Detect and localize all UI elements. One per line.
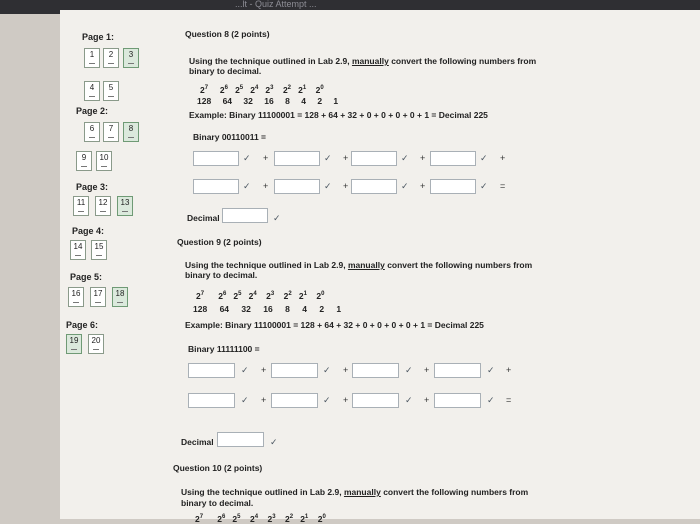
check-icon: ✓ bbox=[323, 395, 331, 405]
q10-powers-row: $2^7$ $2^6$ $2^5$ $2^4$ $2^3$ $2^2$ $2^1$ $2^0$ bbox=[195, 514, 326, 524]
nav-question-button[interactable]: 7 bbox=[103, 122, 119, 142]
check-icon: ✓ bbox=[405, 395, 413, 405]
q8-answer-input[interactable] bbox=[430, 179, 476, 194]
check-icon: ✓ bbox=[487, 395, 495, 405]
plus-sign: + bbox=[500, 153, 506, 163]
plus-sign: + bbox=[261, 395, 267, 405]
question-10-instructions-line2: binary to decimal. bbox=[181, 498, 254, 508]
plus-sign: + bbox=[420, 181, 426, 191]
nav-question-button[interactable]: 11 bbox=[73, 196, 89, 216]
q8-answer-input[interactable] bbox=[430, 151, 476, 166]
q9-answer-input[interactable] bbox=[188, 363, 235, 378]
equals-sign: = bbox=[500, 181, 506, 191]
q8-values-row: 128 64 32 16 8 4 2 1 bbox=[197, 96, 339, 106]
plus-sign: + bbox=[424, 395, 430, 405]
q8-answer-input[interactable] bbox=[274, 179, 320, 194]
nav-question-button[interactable]: 10 bbox=[96, 151, 112, 171]
check-icon: ✓ bbox=[405, 365, 413, 375]
q9-answer-input[interactable] bbox=[352, 393, 399, 408]
q8-binary-label: Binary 00110011 = bbox=[193, 132, 267, 142]
q9-binary-label: Binary 11111100 = bbox=[188, 344, 260, 354]
nav-question-button[interactable]: 4 bbox=[84, 81, 100, 101]
q9-example: Example: Binary 11100001 = 128 + 64 + 32 + 0 + 0 + 0 + 0 + 1 = Decimal 225 bbox=[185, 320, 484, 330]
nav-page-label: Page 1: bbox=[82, 32, 115, 42]
q9-answer-input[interactable] bbox=[271, 363, 318, 378]
question-10-title: Question 10 (2 points) bbox=[173, 463, 263, 473]
plus-sign: + bbox=[343, 153, 349, 163]
nav-question-button[interactable]: 1 bbox=[84, 48, 100, 68]
equals-sign: = bbox=[506, 395, 512, 405]
question-10-instructions: Using the technique outlined in Lab 2.9, manually convert the following numbers from bbox=[181, 487, 529, 497]
plus-sign: + bbox=[343, 181, 349, 191]
q9-answer-input[interactable] bbox=[434, 393, 481, 408]
question-9-instructions-line2: binary to decimal. bbox=[185, 270, 258, 280]
q9-answer-input[interactable] bbox=[271, 393, 318, 408]
q8-answer-input[interactable] bbox=[193, 151, 239, 166]
q9-answer-input[interactable] bbox=[352, 363, 399, 378]
nav-page-label: Page 6: bbox=[66, 320, 99, 330]
q9-decimal-input[interactable] bbox=[217, 432, 264, 447]
check-icon: ✓ bbox=[243, 153, 251, 163]
check-icon: ✓ bbox=[243, 181, 251, 191]
nav-question-button[interactable]: 14 bbox=[70, 240, 86, 260]
nav-question-button[interactable]: 15 bbox=[91, 240, 107, 260]
nav-question-button[interactable]: 2 bbox=[103, 48, 119, 68]
check-icon: ✓ bbox=[324, 181, 332, 191]
question-9-title: Question 9 (2 points) bbox=[177, 237, 262, 247]
q8-decimal-input[interactable] bbox=[222, 208, 268, 223]
nav-question-button[interactable]: 9 bbox=[76, 151, 92, 171]
plus-sign: + bbox=[261, 365, 267, 375]
q8-decimal-label: Decimal bbox=[187, 213, 220, 223]
q9-values-row: 128 64 32 16 8 4 2 1 bbox=[193, 304, 342, 314]
q9-decimal-label: Decimal bbox=[181, 437, 214, 447]
plus-sign: + bbox=[343, 395, 349, 405]
plus-sign: + bbox=[263, 181, 269, 191]
q9-powers-row: $2^7$ $2^6$ $2^5$ $2^4$ $2^3$ $2^2$ $2^1$ $2^0$ bbox=[196, 291, 325, 301]
q8-example: Example: Binary 11100001 = 128 + 64 + 32 + 0 + 0 + 0 + 0 + 1 = Decimal 225 bbox=[189, 110, 488, 120]
check-icon: ✓ bbox=[324, 153, 332, 163]
q9-answer-input[interactable] bbox=[188, 393, 235, 408]
nav-question-button[interactable]: 19 bbox=[66, 334, 82, 354]
question-8-instructions: Using the technique outlined in Lab 2.9, manually convert the following numbers from bbox=[189, 56, 537, 66]
nav-question-button[interactable]: 18 bbox=[112, 287, 128, 307]
check-icon: ✓ bbox=[480, 153, 488, 163]
nav-page-label: Page 2: bbox=[76, 106, 109, 116]
question-8-instructions-line2: binary to decimal. bbox=[189, 66, 262, 76]
nav-question-button[interactable]: 6 bbox=[84, 122, 100, 142]
check-icon: ✓ bbox=[487, 365, 495, 375]
nav-page-label: Page 4: bbox=[72, 226, 105, 236]
q9-answer-input[interactable] bbox=[434, 363, 481, 378]
check-icon: ✓ bbox=[241, 365, 249, 375]
check-icon: ✓ bbox=[273, 213, 281, 223]
nav-page-label: Page 5: bbox=[70, 272, 103, 282]
check-icon: ✓ bbox=[401, 153, 409, 163]
nav-question-button[interactable]: 3 bbox=[123, 48, 139, 68]
question-9-instructions: Using the technique outlined in Lab 2.9, manually convert the following numbers from bbox=[185, 260, 533, 270]
plus-sign: + bbox=[424, 365, 430, 375]
check-icon: ✓ bbox=[401, 181, 409, 191]
question-area bbox=[60, 10, 700, 524]
nav-question-button[interactable]: 13 bbox=[117, 196, 133, 216]
plus-sign: + bbox=[343, 365, 349, 375]
plus-sign: + bbox=[506, 365, 512, 375]
check-icon: ✓ bbox=[270, 437, 278, 447]
plus-sign: + bbox=[263, 153, 269, 163]
plus-sign: + bbox=[420, 153, 426, 163]
nav-page-label: Page 3: bbox=[76, 182, 109, 192]
q8-answer-input[interactable] bbox=[351, 151, 397, 166]
nav-question-button[interactable]: 20 bbox=[88, 334, 104, 354]
nav-question-button[interactable]: 17 bbox=[90, 287, 106, 307]
window-title: ...lt - Quiz Attempt ... bbox=[235, 0, 317, 9]
nav-question-button[interactable]: 12 bbox=[95, 196, 111, 216]
q8-powers-row: $2^7$ $2^6$ $2^5$ $2^4$ $2^3$ $2^2$ $2^1$ $2^0$ bbox=[200, 85, 324, 95]
check-icon: ✓ bbox=[323, 365, 331, 375]
nav-question-button[interactable]: 5 bbox=[103, 81, 119, 101]
question-8-title: Question 8 (2 points) bbox=[185, 29, 270, 39]
q8-answer-input[interactable] bbox=[351, 179, 397, 194]
nav-question-button[interactable]: 8 bbox=[123, 122, 139, 142]
q8-answer-input[interactable] bbox=[193, 179, 239, 194]
quiz-page bbox=[60, 10, 700, 524]
nav-question-button[interactable]: 16 bbox=[68, 287, 84, 307]
q8-answer-input[interactable] bbox=[274, 151, 320, 166]
check-icon: ✓ bbox=[480, 181, 488, 191]
check-icon: ✓ bbox=[241, 395, 249, 405]
